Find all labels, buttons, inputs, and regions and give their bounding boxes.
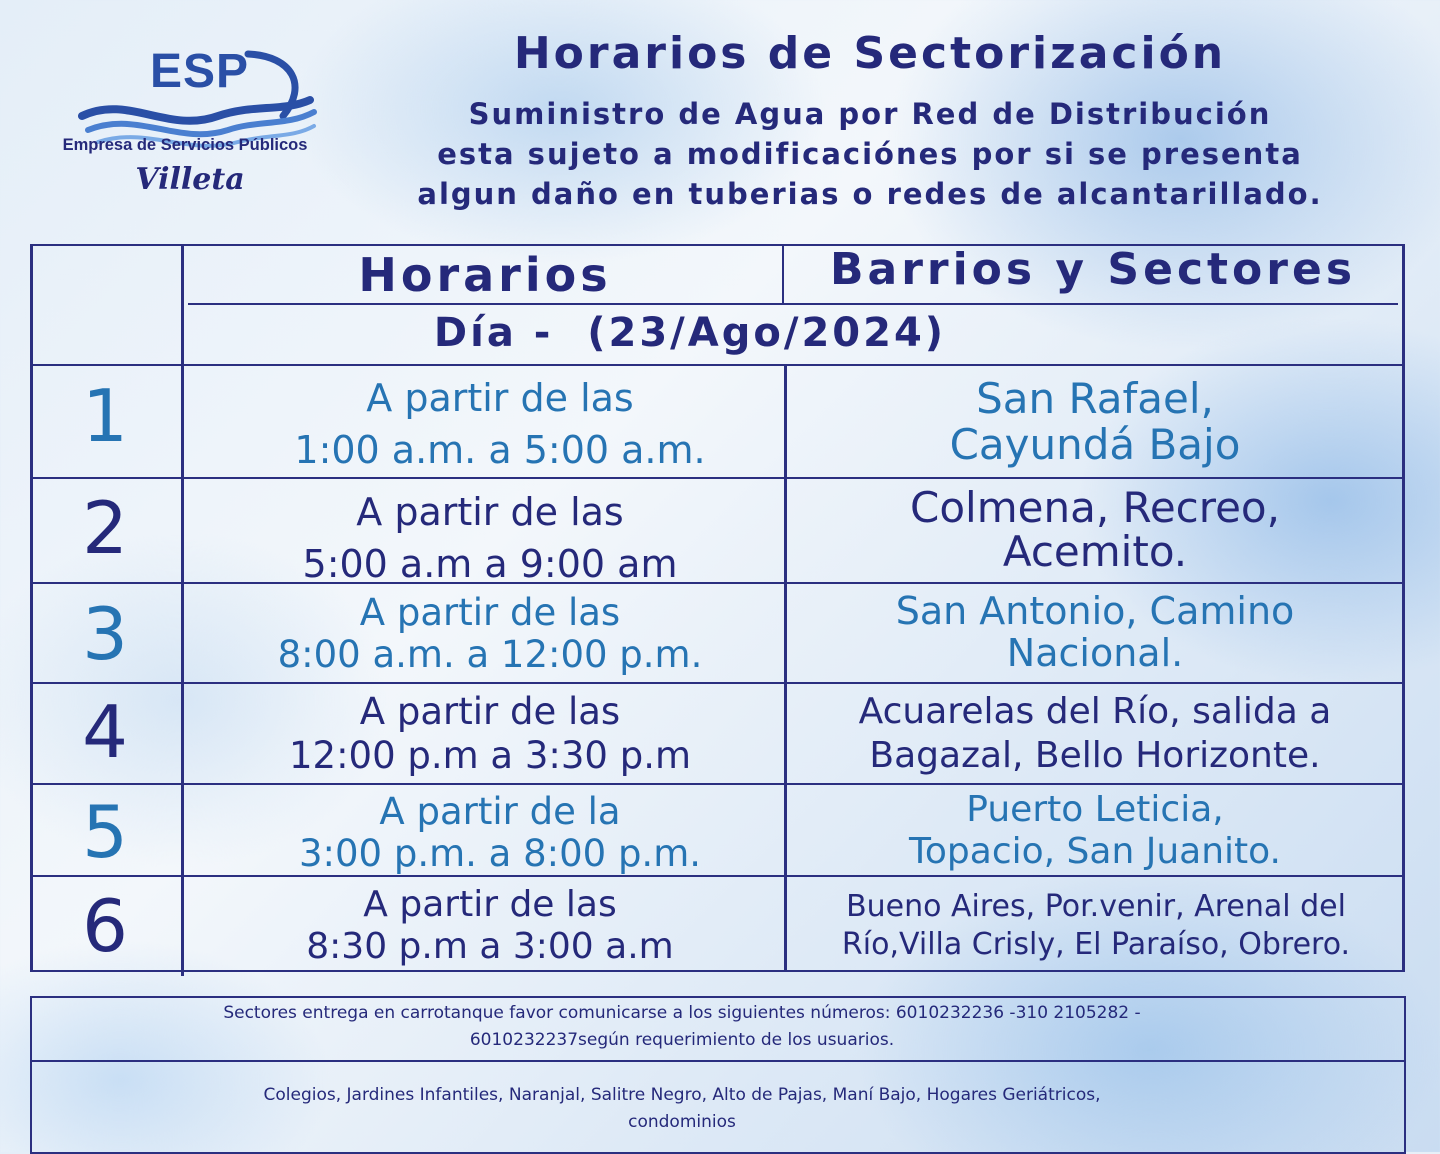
schedule-line: A partir de las xyxy=(359,690,621,733)
day-label: Día - (23/Ago/2024) xyxy=(433,310,947,356)
footer-notes xyxy=(30,996,1406,1154)
column-header-horarios: Horarios xyxy=(358,248,612,302)
logo-brand: ESP xyxy=(150,45,250,98)
row-sectors xyxy=(790,376,1400,468)
row-number: 6 xyxy=(82,884,128,968)
institutions-note xyxy=(132,1082,1232,1136)
row-schedule xyxy=(190,884,790,968)
table-border-bottom xyxy=(30,970,1405,972)
table-border-right xyxy=(1402,244,1405,972)
sectors-line: Nacional. xyxy=(1006,631,1184,675)
table-col-divider-header xyxy=(782,244,784,304)
table-col-divider-number xyxy=(181,244,184,976)
schedule-table xyxy=(30,244,1406,974)
schedule-line: A partir de la xyxy=(379,790,621,833)
page-subtitle xyxy=(340,94,1400,214)
sectors-line: Acuarelas del Río, salida a xyxy=(858,691,1332,732)
row-sectors xyxy=(788,888,1404,964)
logo-city-name: Villeta xyxy=(135,162,245,197)
row-number: 2 xyxy=(82,486,128,570)
sectors-line: San Antonio, Camino xyxy=(895,589,1295,633)
table-header-divider xyxy=(188,303,1398,305)
row-number: 1 xyxy=(82,374,128,458)
row-sectors xyxy=(790,590,1400,674)
sectors-line: Bagazal, Bello Horizonte. xyxy=(869,735,1321,776)
table-row-divider xyxy=(30,477,1405,479)
subtitle-line: algun daño en tuberias o redes de alcantarillado. xyxy=(417,177,1323,211)
row-sectors xyxy=(790,483,1400,576)
sectors-line: Topacio, San Juanito. xyxy=(909,831,1281,872)
row-number: 3 xyxy=(82,592,128,676)
table-day-divider xyxy=(30,364,1405,366)
subtitle-line: Suministro de Agua por Red de Distribución xyxy=(468,97,1272,131)
schedule-line: 5:00 a.m a 9:00 am xyxy=(302,542,678,586)
table-row-divider xyxy=(30,875,1405,877)
schedule-line: A partir de las xyxy=(359,591,621,634)
note-line: Colegios, Jardines Infantiles, Naranjal, Salitre Negro, Alto de Pajas, Maní Bajo, Hogares Geriátricos, xyxy=(263,1085,1101,1105)
schedule-line: 8:30 p.m a 3:00 a.m xyxy=(306,926,674,967)
column-header-barrios: Barrios y Sectores xyxy=(829,244,1357,295)
row-sectors xyxy=(790,690,1400,778)
row-schedule xyxy=(200,791,800,875)
row-number: 4 xyxy=(82,690,128,774)
row-schedule xyxy=(190,592,790,676)
note-line: condominios xyxy=(628,1112,736,1132)
esp-logo xyxy=(40,36,340,216)
schedule-line: 12:00 p.m a 3:30 p.m xyxy=(288,734,691,777)
sectors-line: Río,Villa Crisly, El Paraíso, Obrero. xyxy=(841,927,1351,962)
schedule-line: A partir de las xyxy=(366,376,634,420)
note-line: 6010232237según requerimiento de los usuarios. xyxy=(469,1030,895,1050)
row-schedule xyxy=(190,486,790,590)
footer-divider xyxy=(32,1060,1404,1062)
subtitle-line: esta sujeto a modificaciónes por si se presenta xyxy=(437,137,1303,171)
sectors-line: Bueno Aires, Por.venir, Arenal del xyxy=(846,889,1346,924)
table-row-divider xyxy=(30,682,1405,684)
row-number: 5 xyxy=(82,790,128,874)
sectors-line: Puerto Leticia, xyxy=(966,789,1224,830)
schedule-line: A partir de las xyxy=(356,490,624,534)
table-row-divider xyxy=(30,783,1405,785)
schedule-line: 3:00 p.m. a 8:00 p.m. xyxy=(299,832,701,875)
sectors-line: Acemito. xyxy=(1002,527,1188,576)
schedule-line: 8:00 a.m. a 12:00 p.m. xyxy=(277,633,703,676)
row-sectors xyxy=(790,789,1400,873)
note-line: Sectores entrega en carrotanque favor comunicarse a los siguientes números: 6010232236 -310 2105282 - xyxy=(223,1003,1141,1023)
row-schedule xyxy=(200,372,800,476)
logo-company-name: Empresa de Servicios Públicos xyxy=(62,136,308,154)
sectors-line: Cayundá Bajo xyxy=(949,420,1241,469)
row-schedule xyxy=(190,690,790,778)
page-title: Horarios de Sectorización xyxy=(513,28,1227,79)
sectors-line: San Rafael, xyxy=(976,374,1214,423)
schedule-line: 1:00 a.m. a 5:00 a.m. xyxy=(294,428,706,472)
sectors-line: Colmena, Recreo, xyxy=(910,483,1280,532)
delivery-note xyxy=(132,1000,1232,1054)
schedule-line: A partir de las xyxy=(363,884,617,925)
